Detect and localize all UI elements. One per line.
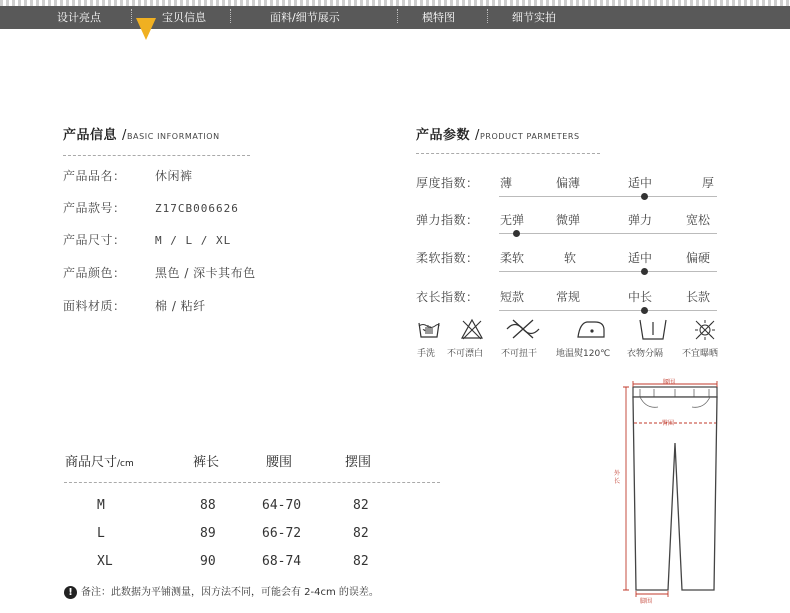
size-cell-waist: 68-74 xyxy=(262,554,302,569)
param-option: 宽松 xyxy=(686,213,711,227)
size-cell-size: L xyxy=(97,526,105,541)
no-bleach-icon xyxy=(460,318,484,340)
care-label: 衣物分隔 xyxy=(627,349,664,359)
size-col-length: 裤长 xyxy=(193,455,220,470)
info-row-code: 产品款号： Z17CB006626 xyxy=(63,201,239,215)
nav-active-marker xyxy=(136,18,156,40)
info-divider xyxy=(63,155,250,156)
size-cell-length: 90 xyxy=(200,554,216,569)
care-label: 不可漂白 xyxy=(447,349,484,359)
params-divider xyxy=(416,153,600,154)
param-label: 厚度指数： xyxy=(416,176,479,190)
param-label: 衣长指数： xyxy=(416,290,479,304)
size-cell-size: M xyxy=(97,498,105,513)
size-table-divider xyxy=(64,482,440,483)
param-scale-line xyxy=(499,233,717,234)
separate-wash-icon xyxy=(637,318,669,342)
diagram-label-hem: 脚围 xyxy=(640,598,653,605)
param-selected-dot xyxy=(641,307,648,314)
size-cell-waist: 66-72 xyxy=(262,526,302,541)
care-label: 不宜曝晒 xyxy=(682,349,719,359)
info-row-name: 产品品名： 休闲裤 xyxy=(63,169,193,183)
info-row-material: 面料材质： 棉 / 粘纤 xyxy=(63,299,206,313)
nav-separator xyxy=(397,9,398,23)
nav-tab-details[interactable]: 细节实拍 xyxy=(512,11,556,24)
nav-separator xyxy=(487,9,488,23)
no-sun-dry-icon xyxy=(693,318,717,342)
info-row-color: 产品颜色： 黑色 / 深卡其布色 xyxy=(63,266,256,280)
low-iron-icon xyxy=(575,318,607,340)
info-title-en: BASIC INFORMATION xyxy=(126,132,220,141)
param-selected-dot xyxy=(641,193,648,200)
nav-tab-fabric[interactable]: 面料/细节展示 xyxy=(270,11,340,24)
care-label: 地温熨120℃ xyxy=(556,349,611,359)
size-cell-size: XL xyxy=(97,554,113,569)
size-cell-length: 88 xyxy=(200,498,216,513)
diagram-label-hip: 臀围 xyxy=(662,420,675,427)
size-cell-hem: 82 xyxy=(353,498,369,513)
top-nav-bar xyxy=(0,6,790,29)
param-option: 适中 xyxy=(628,251,653,265)
param-option: 短款 xyxy=(500,290,525,304)
info-section-title: 产品信息 /BASIC INFORMATION xyxy=(63,128,220,143)
diagram-label-length: 外长 xyxy=(614,470,621,485)
params-section-title: 产品参数 /PRODUCT PARMETERS xyxy=(416,128,580,143)
params-title-en: PRODUCT PARMETERS xyxy=(479,132,580,141)
param-selected-dot xyxy=(641,268,648,275)
warning-icon: ! xyxy=(64,586,77,599)
size-cell-hem: 82 xyxy=(353,554,369,569)
param-option: 长款 xyxy=(686,290,711,304)
diagram-label-waist: 腰围 xyxy=(663,379,676,386)
size-cell-length: 89 xyxy=(200,526,216,541)
size-col-hem: 摆围 xyxy=(345,455,372,470)
param-scale-line xyxy=(499,271,717,272)
size-col-waist: 腰围 xyxy=(266,455,293,470)
nav-tab-product-info[interactable]: 宝贝信息 xyxy=(162,11,206,24)
param-option: 软 xyxy=(564,251,577,265)
nav-separator xyxy=(230,9,231,23)
nav-separator xyxy=(131,9,132,23)
measurement-note: ! 备注：此数据为平铺测量，因方法不同，可能会有 2-4cm 的误差。 xyxy=(64,583,379,599)
nav-tab-model[interactable]: 模特图 xyxy=(422,11,455,24)
hand-wash-icon xyxy=(417,318,441,340)
param-option: 偏薄 xyxy=(556,176,581,190)
info-row-size: 产品尺寸： M / L / XL xyxy=(63,233,232,247)
no-wring-icon xyxy=(503,318,543,340)
param-option: 适中 xyxy=(628,176,653,190)
param-label: 柔软指数： xyxy=(416,251,479,265)
size-cell-waist: 64-70 xyxy=(262,498,302,513)
nav-tab-design[interactable]: 设计亮点 xyxy=(57,11,101,24)
care-label: 不可扭干 xyxy=(501,349,538,359)
params-title: 产品参数 xyxy=(416,128,471,143)
param-option: 常规 xyxy=(556,290,581,304)
size-table-title: 商品尺寸/cm xyxy=(65,455,134,470)
param-selected-dot xyxy=(513,230,520,237)
param-option: 偏硬 xyxy=(686,251,711,265)
pants-measurement-diagram xyxy=(606,375,731,605)
size-cell-hem: 82 xyxy=(353,526,369,541)
param-scale-line xyxy=(499,196,717,197)
param-scale-line xyxy=(499,310,717,311)
param-option: 中长 xyxy=(628,290,653,304)
param-label: 弹力指数： xyxy=(416,213,479,227)
param-option: 微弹 xyxy=(556,213,581,227)
info-title: 产品信息 xyxy=(63,128,118,143)
param-option: 弹力 xyxy=(628,213,653,227)
param-option: 柔软 xyxy=(500,251,525,265)
care-label: 手洗 xyxy=(417,349,436,359)
param-option: 厚 xyxy=(702,176,715,190)
param-option: 无弹 xyxy=(500,213,525,227)
param-option: 薄 xyxy=(500,176,513,190)
